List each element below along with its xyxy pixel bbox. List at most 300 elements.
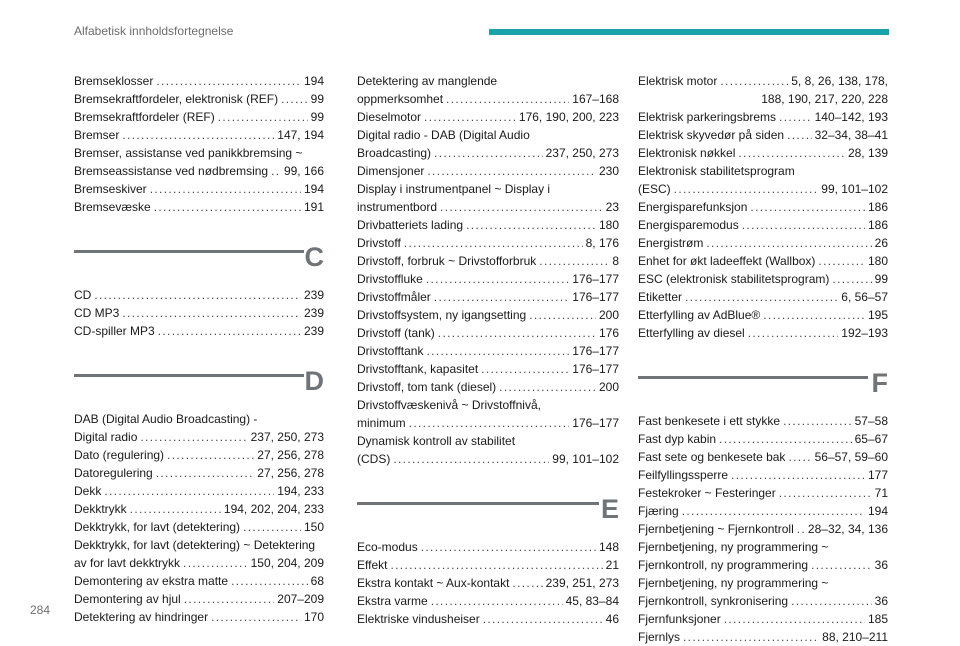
entry-text: Ekstra varme [357,594,428,608]
dot-leader [243,518,301,536]
index-entry [357,306,619,324]
entry-line [638,412,888,430]
entry-text: Bremseassistanse ved nødbremsing [74,164,269,178]
entry-text: ESC (elektronisk stabilitetsprogram) [638,272,830,286]
dot-leader [122,126,274,144]
index-entry [357,108,619,126]
entry-pages: 71 [874,486,888,500]
index-entry [638,538,888,574]
index-entry [74,304,324,322]
dot-leader [281,90,308,108]
entry-line [357,592,619,610]
entry-line [74,162,324,180]
entry-text: Eco-modus [357,540,418,554]
entry-line [357,610,619,628]
entry-line [638,556,888,574]
section-letter: C [304,242,324,272]
index-entry [638,144,888,162]
index-entry [638,234,888,252]
entry-text: Fjernkontroll, synkronisering [638,594,789,608]
entry-line [638,288,888,306]
dot-leader [674,180,819,198]
entry-text: Display i instrumentpanel ~ Display i [357,182,551,196]
header-title: Alfabetisk innholdsfortegnelse [74,24,234,38]
entry-text: (CDS) [357,452,391,466]
entry-pages: 140–142, 193 [814,110,888,124]
section-rule [638,376,868,379]
entry-text: Dekktrykk, for lavt (detektering) ~ Detektering [74,538,316,552]
index-entry [74,180,324,198]
entry-line [357,342,619,360]
index-entry [74,286,324,304]
entry-line [357,234,619,252]
entry-line [638,216,888,234]
entry-line [74,608,324,626]
entry-text: Elektrisk parkeringsbrems [638,110,777,124]
entry-text: CD MP3 [74,306,120,320]
dot-leader [390,556,602,574]
entry-line [638,324,888,342]
dot-leader [271,162,281,180]
entry-pages: 46 [605,612,619,626]
entry-line [357,288,619,306]
entry-text: Feilfyllingssperre [638,468,729,482]
entry-pages: 27, 256, 278 [257,448,324,462]
entry-line [638,144,888,162]
entry-text: Dekk [74,484,102,498]
entry-line [74,500,324,518]
index-entry [74,590,324,608]
entry-pages: 188, 190, 217, 220, 228 [761,92,888,106]
index-entry [74,482,324,500]
dot-leader [424,108,516,126]
entry-pages: 177 [867,468,888,482]
entry-pages: 185 [867,612,888,626]
entry-line [357,270,619,288]
section-letter: F [871,368,888,398]
dot-leader [763,306,865,324]
entry-line [74,518,324,536]
dot-leader [750,198,865,216]
dot-leader [94,286,301,304]
entry-line [74,72,324,90]
entry-text: Elektronisk nøkkel [638,146,736,160]
index-entry [638,126,888,144]
dot-leader [731,466,865,484]
entry-text: (ESC) [638,182,671,196]
dot-leader [719,430,852,448]
entry-line [74,554,324,572]
entry-line [74,446,324,464]
entry-line [638,108,888,126]
dot-leader [156,464,255,482]
entry-text: Datoregulering [74,466,153,480]
entry-text: Fjæring [638,504,679,518]
entry-line [357,378,619,396]
dot-leader [724,610,865,628]
header-accent-bar [489,29,889,35]
entry-line [74,464,324,482]
entry-line [357,324,619,342]
index-entry [357,324,619,342]
entry-pages: 194 [303,74,324,88]
dot-leader [404,234,583,252]
entry-text: Energisparefunksjon [638,200,748,214]
dot-leader [104,482,274,500]
dot-leader [421,538,596,556]
entry-text: Drivstoffvæskenivå ~ Drivstoffnivå, [357,398,541,412]
entry-pages: 207–209 [277,592,324,606]
dot-leader [797,520,805,538]
entry-pages: 99 [874,272,888,286]
entry-pages: 237, 250, 273 [250,430,324,444]
entry-line [74,322,324,340]
entry-pages: 68 [310,574,324,588]
entry-line [638,252,888,270]
entry-pages: 8, 176 [585,236,619,250]
dot-leader [211,608,301,626]
entry-text: Effekt [357,558,388,572]
index-entry [638,484,888,502]
entry-pages: 26 [874,236,888,250]
index-entry [74,108,324,126]
dot-leader [788,448,811,466]
entry-text: Etiketter [638,290,683,304]
entry-line [638,72,888,90]
entry-line [638,306,888,324]
dot-leader [156,72,301,90]
entry-pages: 36 [874,558,888,572]
entry-text: Drivstoff [357,236,401,250]
index-entry [357,574,619,592]
index-entry [638,108,888,126]
dot-leader [218,108,308,126]
dot-leader [409,414,570,432]
index-entry [638,448,888,466]
dot-leader [791,592,872,610]
entry-text: DAB (Digital Audio Broadcasting) - [74,412,258,426]
entry-text: Dekktrykk, for lavt (detektering) [74,520,241,534]
index-entry [357,378,619,396]
entry-pages: 32–34, 38–41 [814,128,888,142]
entry-text: Bremsekraftfordeler, elektronisk (REF) [74,92,279,106]
dot-leader [787,126,812,144]
entry-line [638,520,888,538]
dot-leader [539,252,609,270]
entry-line [638,448,888,466]
dot-leader [184,590,275,608]
index-entry [638,502,888,520]
index-entry [357,162,619,180]
dot-leader [434,144,543,162]
entry-text: Drivbatteriets lading [357,218,464,232]
entry-line [357,144,619,162]
index-entry [74,198,324,216]
index-entry [74,90,324,108]
entry-pages: 230 [598,164,619,178]
dot-leader [122,304,301,322]
entry-line [638,126,888,144]
index-entry [357,180,619,216]
index-entry [638,252,888,270]
dot-leader [706,234,871,252]
index-entry [357,252,619,270]
entry-text: minimum [357,416,406,430]
entry-text: Etterfylling av AdBlue® [638,308,761,322]
index-entry [638,306,888,324]
entry-text: Drivstoffluke [357,272,423,286]
entry-pages: 180 [598,218,619,232]
dot-leader [683,628,819,646]
index-entry [74,322,324,340]
dot-leader [393,450,549,468]
entry-pages: 239 [303,324,324,338]
index-entry [638,520,888,538]
entry-pages: 186 [867,218,888,232]
entry-text: Festekroker ~ Festeringer [638,486,776,500]
entry-text: Drivstoff (tank) [357,326,435,340]
entry-text: av for lavt dekktrykk [74,556,181,570]
entry-line [74,482,324,500]
page-number: 284 [30,603,51,617]
entry-text: Drivstoffmåler [357,290,431,304]
index-entry [74,572,324,590]
dot-leader [431,592,563,610]
entry-text: Elektriske vindusheiser [357,612,480,626]
entry-text: Detektering av manglende [357,74,498,88]
entry-pages: 56–57, 59–60 [814,450,888,464]
entry-text: Demontering av ekstra matte [74,574,229,588]
entry-pages: 237, 250, 273 [545,146,619,160]
entry-pages: 195 [867,308,888,322]
entry-pages: 239, 251, 273 [545,576,619,590]
entry-line [74,590,324,608]
entry-text: Ekstra kontakt ~ Aux-kontakt [357,576,510,590]
entry-line [357,360,619,378]
entry-line [638,180,888,198]
entry-pages: 239 [303,288,324,302]
index-entry [638,270,888,288]
dot-leader [783,412,852,430]
entry-line [638,484,888,502]
entry-line [74,108,324,126]
entry-text: CD [74,288,92,302]
entry-text: Fast sete og benkesete bak [638,450,786,464]
section-header-f [638,366,888,406]
index-column-3 [638,72,888,646]
dot-leader [818,252,865,270]
entry-text: Demontering av hjul [74,592,181,606]
entry-text: Elektrisk skyvedør på siden [638,128,785,142]
entry-line [638,592,888,610]
entry-pages: 88, 210–211 [822,630,888,644]
entry-pages: 147, 194 [277,128,324,142]
dot-leader [231,572,308,590]
index-entry [74,144,324,180]
entry-text: Digital radio [74,430,138,444]
dot-leader [738,144,845,162]
index-entry [638,72,888,108]
entry-text: Detektering av hindringer [74,610,209,624]
entry-pages: 5, 8, 26, 138, 178, [791,74,888,88]
section-rule [74,250,304,253]
entry-line [74,572,324,590]
entry-line [74,126,324,144]
entry-pages: 200 [598,380,619,394]
entry-line [638,234,888,252]
entry-line [357,216,619,234]
section-header-c [74,240,324,280]
entry-text: Dato (regulering) [74,448,165,462]
index-entry [638,610,888,628]
section-letter: E [600,494,619,524]
index-entry [74,536,324,572]
entry-text: Drivstoff, forbruk ~ Drivstofforbruk [357,254,537,268]
entry-line [357,538,619,556]
entry-line [638,628,888,646]
entry-pages: 186 [867,200,888,214]
entry-text: Energisparemodus [638,218,739,232]
entry-text: Energistrøm [638,236,704,250]
entry-text: Bremser [74,128,120,142]
entry-pages: 176–177 [572,416,619,430]
entry-line [357,574,619,592]
entry-text: Etterfylling av diesel [638,326,745,340]
entry-pages: 8 [612,254,619,268]
index-entry [638,628,888,646]
entry-pages: 191 [303,200,324,214]
entry-pages: 27, 256, 278 [257,466,324,480]
index-entry [74,500,324,518]
dot-leader [154,198,301,216]
entry-text: Fast dyp kabin [638,432,717,446]
entry-pages: 36 [874,594,888,608]
index-entry [357,72,619,108]
entry-pages: 99 [310,92,324,106]
entry-pages: 176 [598,326,619,340]
dot-leader [483,610,603,628]
entry-pages: 192–193 [841,326,888,340]
entry-pages: 194 [303,182,324,196]
dot-leader [426,342,569,360]
entry-text: Bremseklosser [74,74,154,88]
index-entry [638,466,888,484]
entry-text: Dynamisk kontroll av stabilitet [357,434,516,448]
index-entry [357,432,619,468]
entry-line [74,198,324,216]
section-header-d [74,364,324,404]
entry-text: Digital radio - DAB (Digital Audio [357,128,530,142]
entry-text: instrumentbord [357,200,438,214]
dot-leader [440,198,603,216]
entry-pages: 21 [605,558,619,572]
dot-leader [779,484,872,502]
entry-line [638,610,888,628]
entry-pages: 176–177 [572,344,619,358]
index-entry [74,126,324,144]
entry-pages: 6, 56–57 [841,290,888,304]
entry-text: Fjernkontroll, ny programmering [638,558,809,572]
entry-text: Dekktrykk [74,502,127,516]
index-column-1 [74,72,324,626]
entry-line [357,414,619,432]
entry-pages: 28, 139 [847,146,888,160]
entry-pages: 99, 101–102 [552,452,619,466]
index-entry [357,556,619,574]
dot-leader [183,554,248,572]
index-entry [74,518,324,536]
index-entry [74,608,324,626]
entry-pages: 23 [605,200,619,214]
entry-text: Fjernbetjening, ny programmering ~ [638,576,829,590]
dot-leader [158,322,301,340]
index-entry [638,162,888,198]
entry-text: Drivstofftank [357,344,424,358]
dot-leader [438,324,596,342]
index-entry [357,538,619,556]
entry-pages: 150, 204, 209 [250,556,324,570]
entry-pages: 167–168 [572,92,619,106]
entry-text: Fjernfunksjoner [638,612,721,626]
entry-pages: 99 [310,110,324,124]
dot-leader [832,270,871,288]
dot-leader [685,288,838,306]
dot-leader [130,500,221,518]
dot-leader [811,556,872,574]
entry-text: Elektrisk motor [638,74,718,88]
dot-leader [481,360,569,378]
entry-pages: 170 [303,610,324,624]
entry-line [357,252,619,270]
index-entry [74,410,324,446]
index-column-2 [357,72,619,628]
entry-text: Bremsevæske [74,200,151,214]
entry-line [638,270,888,288]
entry-text: Drivstofftank, kapasitet [357,362,479,376]
index-entry [638,324,888,342]
index-entry [74,446,324,464]
entry-pages: 200 [598,308,619,322]
entry-text: Fjernbetjening, ny programmering ~ [638,540,829,554]
dot-leader [140,428,247,446]
entry-pages: 194, 202, 204, 233 [223,502,324,516]
entry-text: CD-spiller MP3 [74,324,155,338]
dot-leader [466,216,596,234]
dot-leader [512,574,542,592]
dot-leader [742,216,865,234]
dot-leader [720,72,788,90]
entry-line [74,428,324,446]
index-entry [638,198,888,216]
entry-pages: 176–177 [572,362,619,376]
index-entry [357,270,619,288]
section-header-e [357,492,619,532]
index-entry [638,574,888,610]
entry-line [357,556,619,574]
section-letter: D [304,366,324,396]
entry-line [357,162,619,180]
entry-line [74,304,324,322]
entry-line [638,90,888,108]
entry-text: Bremser, assistanse ved panikkbremsing ~ [74,146,303,160]
entry-text: oppmerksomhet [357,92,444,106]
entry-line [74,90,324,108]
entry-pages: 99, 101–102 [821,182,888,196]
entry-pages: 28–32, 34, 136 [807,522,888,536]
index-entry [357,288,619,306]
dot-leader [682,502,865,520]
entry-line [357,306,619,324]
